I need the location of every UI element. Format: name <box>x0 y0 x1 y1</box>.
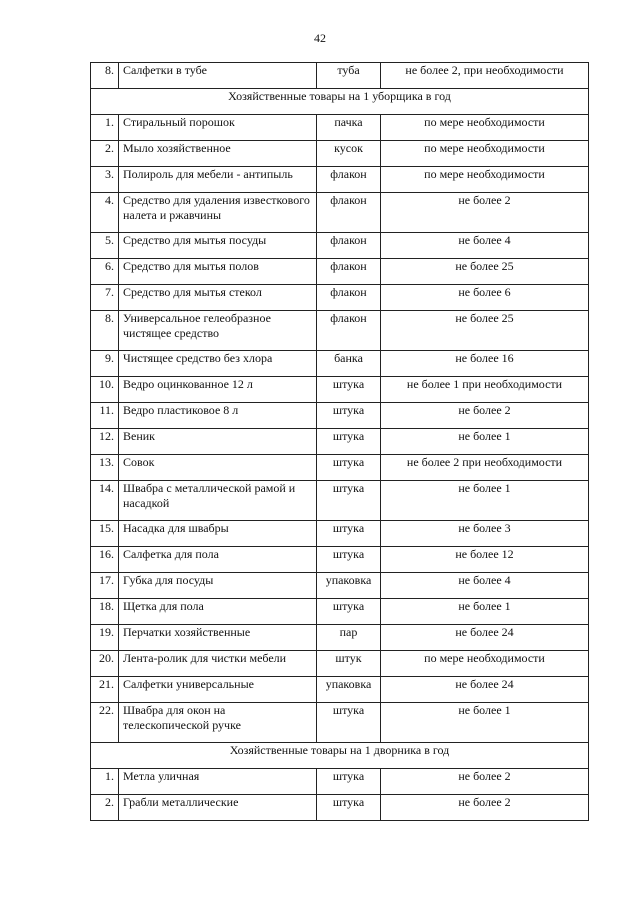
item-name: Чистящее средство без хлора <box>119 351 317 377</box>
row-number: 8. <box>91 311 119 351</box>
row-number: 18. <box>91 599 119 625</box>
item-norm: не более 1 <box>381 703 589 743</box>
table-row <box>91 351 589 377</box>
item-norm: не более 12 <box>381 547 589 573</box>
item-norm: не более 2 <box>381 193 589 233</box>
row-number: 10. <box>91 377 119 403</box>
table-row <box>91 625 589 651</box>
row-number: 16. <box>91 547 119 573</box>
table-row <box>91 193 589 233</box>
item-norm: по мере необходимости <box>381 167 589 193</box>
item-name: Лента-ролик для чистки мебели <box>119 651 317 677</box>
table-row <box>91 795 589 821</box>
item-unit: пар <box>317 625 381 651</box>
item-norm: не более 24 <box>381 625 589 651</box>
item-norm: не более 2 <box>381 795 589 821</box>
item-norm: не более 24 <box>381 677 589 703</box>
table-row <box>91 703 589 743</box>
row-number: 21. <box>91 677 119 703</box>
item-unit: штука <box>317 403 381 429</box>
item-name: Ведро оцинкованное 12 л <box>119 377 317 403</box>
item-norm: не более 2 <box>381 769 589 795</box>
item-unit: банка <box>317 351 381 377</box>
table-row <box>91 455 589 481</box>
item-norm: не более 2 при необходимости <box>381 455 589 481</box>
item-name: Салфетка для пола <box>119 547 317 573</box>
table-row <box>91 259 589 285</box>
table-row <box>91 141 589 167</box>
item-norm: не более 4 <box>381 233 589 259</box>
item-name: Швабра для окон на телескопической ручке <box>119 703 317 743</box>
table-row <box>91 573 589 599</box>
item-norm: по мере необходимости <box>381 115 589 141</box>
item-norm: не более 2, при необходимости <box>381 63 589 89</box>
row-number: 8. <box>91 63 119 89</box>
item-name: Совок <box>119 455 317 481</box>
row-number: 13. <box>91 455 119 481</box>
item-norm: не более 4 <box>381 573 589 599</box>
item-norm: не более 1 <box>381 481 589 521</box>
item-unit: флакон <box>317 193 381 233</box>
row-number: 15. <box>91 521 119 547</box>
row-number: 12. <box>91 429 119 455</box>
table-row <box>91 167 589 193</box>
item-unit: кусок <box>317 141 381 167</box>
item-name: Перчатки хозяйственные <box>119 625 317 651</box>
row-number: 4. <box>91 193 119 233</box>
item-unit: штука <box>317 795 381 821</box>
table-row <box>91 285 589 311</box>
item-name: Стиральный порошок <box>119 115 317 141</box>
table-row <box>91 63 589 89</box>
item-name: Грабли металлические <box>119 795 317 821</box>
row-number: 9. <box>91 351 119 377</box>
row-number: 5. <box>91 233 119 259</box>
item-unit: штука <box>317 599 381 625</box>
item-name: Средство для мытья посуды <box>119 233 317 259</box>
table-row <box>91 481 589 521</box>
section-header-row <box>91 743 589 769</box>
supply-norms-table <box>90 62 589 821</box>
item-norm: не более 1 <box>381 599 589 625</box>
item-name: Средство для мытья полов <box>119 259 317 285</box>
item-unit: флакон <box>317 167 381 193</box>
item-unit: штука <box>317 769 381 795</box>
row-number: 1. <box>91 115 119 141</box>
row-number: 11. <box>91 403 119 429</box>
item-name: Мыло хозяйственное <box>119 141 317 167</box>
row-number: 19. <box>91 625 119 651</box>
item-name: Салфетки в тубе <box>119 63 317 89</box>
item-unit: пачка <box>317 115 381 141</box>
table-row <box>91 311 589 351</box>
item-unit: штука <box>317 429 381 455</box>
page-number: 42 <box>314 31 326 45</box>
item-norm: не более 6 <box>381 285 589 311</box>
item-unit: штук <box>317 651 381 677</box>
item-name: Насадка для швабры <box>119 521 317 547</box>
row-number: 22. <box>91 703 119 743</box>
row-number: 20. <box>91 651 119 677</box>
item-name: Ведро пластиковое 8 л <box>119 403 317 429</box>
table-row <box>91 403 589 429</box>
table-row <box>91 651 589 677</box>
row-number: 17. <box>91 573 119 599</box>
item-unit: штука <box>317 481 381 521</box>
item-unit: упаковка <box>317 573 381 599</box>
item-name: Швабра с металлической рамой и насадкой <box>119 481 317 521</box>
item-name: Полироль для мебели - антипыль <box>119 167 317 193</box>
item-name: Губка для посуды <box>119 573 317 599</box>
item-norm: по мере необходимости <box>381 651 589 677</box>
item-unit: флакон <box>317 311 381 351</box>
row-number: 2. <box>91 795 119 821</box>
table-row <box>91 521 589 547</box>
item-unit: туба <box>317 63 381 89</box>
item-unit: флакон <box>317 259 381 285</box>
row-number: 6. <box>91 259 119 285</box>
row-number: 3. <box>91 167 119 193</box>
table-row <box>91 115 589 141</box>
item-unit: упаковка <box>317 677 381 703</box>
item-norm: не более 1 при необходимости <box>381 377 589 403</box>
item-unit: штука <box>317 455 381 481</box>
item-name: Средство для мытья стекол <box>119 285 317 311</box>
item-norm: не более 2 <box>381 403 589 429</box>
table-row <box>91 769 589 795</box>
row-number: 1. <box>91 769 119 795</box>
section-title: Хозяйственные товары на 1 уборщика в год <box>91 89 589 115</box>
item-name: Метла уличная <box>119 769 317 795</box>
table-body <box>91 63 589 821</box>
table-row <box>91 599 589 625</box>
table-row <box>91 377 589 403</box>
row-number: 2. <box>91 141 119 167</box>
item-unit: штука <box>317 521 381 547</box>
table-row <box>91 547 589 573</box>
item-norm: не более 25 <box>381 311 589 351</box>
item-name: Универсальное гелеобразное чистящее средство <box>119 311 317 351</box>
item-name: Средство для удаления известкового налета и ржавчины <box>119 193 317 233</box>
item-unit: флакон <box>317 233 381 259</box>
item-norm: не более 3 <box>381 521 589 547</box>
item-name: Салфетки универсальные <box>119 677 317 703</box>
section-header-row <box>91 89 589 115</box>
item-unit: штука <box>317 547 381 573</box>
item-unit: штука <box>317 377 381 403</box>
item-norm: по мере необходимости <box>381 141 589 167</box>
table-row <box>91 233 589 259</box>
row-number: 14. <box>91 481 119 521</box>
item-name: Щетка для пола <box>119 599 317 625</box>
item-norm: не более 25 <box>381 259 589 285</box>
item-unit: штука <box>317 703 381 743</box>
section-title: Хозяйственные товары на 1 дворника в год <box>91 743 589 769</box>
table-row <box>91 677 589 703</box>
row-number: 7. <box>91 285 119 311</box>
item-norm: не более 1 <box>381 429 589 455</box>
item-unit: флакон <box>317 285 381 311</box>
item-name: Веник <box>119 429 317 455</box>
item-norm: не более 16 <box>381 351 589 377</box>
table-row <box>91 429 589 455</box>
